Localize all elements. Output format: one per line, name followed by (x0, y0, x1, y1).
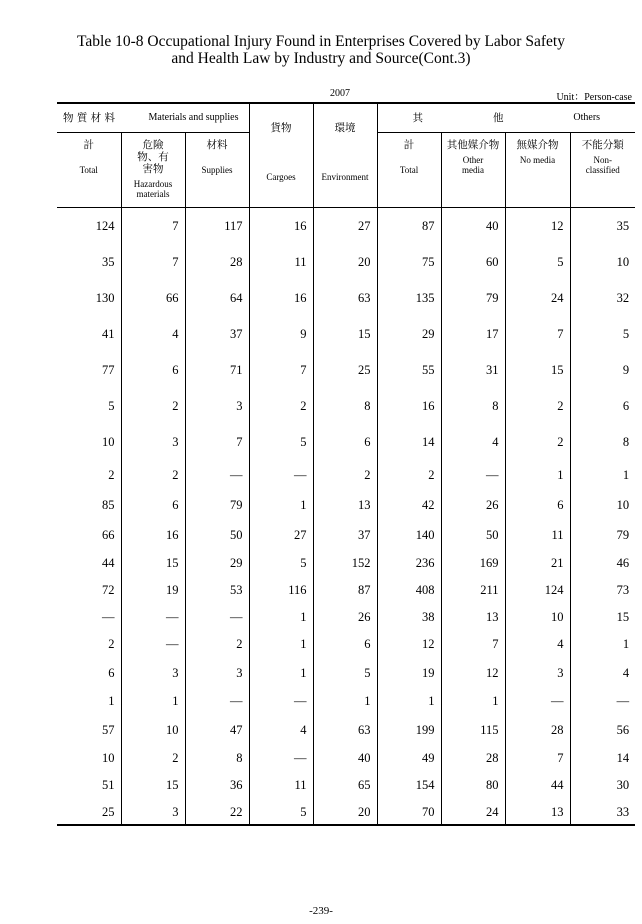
table-cell: 22 (185, 799, 249, 826)
table-cell: 124 (95, 218, 115, 233)
table-row (57, 772, 635, 799)
table-cell: 79 (185, 490, 249, 520)
table-cell: 116 (249, 577, 313, 604)
table-cell: 44 (102, 556, 115, 570)
table-cell: 44 (505, 772, 570, 799)
col-zh: 其他媒介物 (446, 139, 500, 151)
table-cell: 11 (249, 244, 313, 280)
table-cell: 66 (121, 280, 185, 316)
materials-zh: 物 質 材 料 (63, 112, 116, 124)
environment-header (313, 103, 377, 208)
table-cell: 77 (102, 362, 115, 377)
col-hazardous (121, 133, 185, 208)
col-en: Non-classified (585, 155, 620, 175)
table-cell: 11 (505, 520, 570, 550)
table-cell: 42 (377, 490, 441, 520)
table-cell: 14 (377, 424, 441, 460)
table-cell: 2 (121, 745, 185, 772)
table-cell: 56 (570, 715, 635, 745)
table-cell: 2 (313, 460, 377, 490)
table-cell: 79 (570, 520, 635, 550)
table-cell: 6 (313, 631, 377, 658)
table-cell: 87 (377, 208, 441, 245)
table-cell: 33 (570, 799, 635, 826)
table-cell: 154 (377, 772, 441, 799)
table-cell: 5 (505, 244, 570, 280)
table-cell: 5 (249, 550, 313, 577)
table-cell: 41 (102, 326, 115, 341)
col-zh: 計 (83, 139, 94, 151)
table-row (57, 424, 635, 460)
table-cell: 5 (108, 398, 115, 413)
table-row (57, 520, 635, 550)
table-row (57, 280, 635, 316)
table-cell: 63 (313, 280, 377, 316)
table-cell: 2 (121, 460, 185, 490)
table-cell: 3 (185, 388, 249, 424)
table-cell: 4 (441, 424, 505, 460)
table-row (57, 460, 635, 490)
table-cell: 4 (249, 715, 313, 745)
table-cell: 3 (121, 658, 185, 688)
table-row (57, 316, 635, 352)
table-cell: 16 (121, 520, 185, 550)
table-cell: 3 (185, 658, 249, 688)
table-cell: 6 (505, 490, 570, 520)
table-cell: 64 (185, 280, 249, 316)
table-cell: 28 (185, 244, 249, 280)
table-cell: 115 (441, 715, 505, 745)
table-cell: 26 (441, 490, 505, 520)
table-cell: 2 (108, 467, 115, 482)
table-cell: 5 (313, 658, 377, 688)
others-zh-1: 其 (412, 112, 423, 124)
table-cell: 35 (102, 254, 115, 269)
table-cell: 26 (313, 604, 377, 631)
table-cell: — (185, 460, 249, 490)
table-cell: 7 (121, 244, 185, 280)
col-others-total (377, 133, 441, 208)
table-cell: 10 (102, 434, 115, 449)
col-non-classified (570, 133, 635, 208)
table-cell: 2 (377, 460, 441, 490)
table-cell: 29 (185, 550, 249, 577)
table-cell: — (505, 688, 570, 715)
table-row (57, 490, 635, 520)
table-cell: 3 (505, 658, 570, 688)
table-cell: 12 (377, 631, 441, 658)
table-cell: 10 (570, 244, 635, 280)
table-cell: 7 (505, 745, 570, 772)
table-cell: 7 (121, 208, 185, 245)
table-cell: 6 (121, 352, 185, 388)
table-cell: — (249, 688, 313, 715)
table-cell: 8 (570, 424, 635, 460)
table-cell: 20 (313, 799, 377, 826)
table-cell: 4 (505, 631, 570, 658)
table-cell: 24 (505, 280, 570, 316)
table-cell: 1 (505, 460, 570, 490)
table-cell: 27 (313, 208, 377, 245)
table-cell: 31 (441, 352, 505, 388)
environment-zh: 環境 (334, 122, 356, 134)
table-cell: 70 (377, 799, 441, 826)
col-other-media (441, 133, 505, 208)
table-cell: 65 (313, 772, 377, 799)
col-materials-total (57, 133, 121, 208)
table-cell: 50 (441, 520, 505, 550)
table-cell: 1 (313, 688, 377, 715)
table-cell: — (441, 460, 505, 490)
table-cell: 79 (441, 280, 505, 316)
table-cell: 8 (313, 388, 377, 424)
table-cell: 152 (313, 550, 377, 577)
table-cell: 1 (108, 694, 115, 708)
col-en: Total (79, 165, 98, 175)
table-cell: 85 (102, 497, 115, 512)
table-title-line-1: Table 10-8 Occupational Injury Found in Enterprises Covered by Labor Safety (77, 33, 565, 50)
table-cell: 1 (249, 658, 313, 688)
table-cell: 1 (249, 604, 313, 631)
table-row (57, 631, 635, 658)
table-cell: 7 (505, 316, 570, 352)
col-zh: 無媒介物 (516, 139, 559, 151)
table-cell: 38 (377, 604, 441, 631)
table-cell: 8 (441, 388, 505, 424)
table-cell: 6 (570, 388, 635, 424)
table-cell: 37 (185, 316, 249, 352)
environment-en: Environment (321, 172, 369, 182)
table-row (57, 688, 635, 715)
table-cell: 7 (249, 352, 313, 388)
table-cell: 29 (377, 316, 441, 352)
table-row (57, 352, 635, 388)
table-cell: 13 (441, 604, 505, 631)
table-cell: 10 (102, 751, 115, 765)
table-cell: 37 (313, 520, 377, 550)
table-cell: 1 (121, 688, 185, 715)
table-cell: 40 (441, 208, 505, 245)
col-en: Total (399, 165, 419, 175)
table-cell: 72 (102, 583, 115, 597)
table-cell: 1 (570, 460, 635, 490)
table-cell: 71 (185, 352, 249, 388)
table-cell: — (570, 688, 635, 715)
table-cell: 211 (441, 577, 505, 604)
materials-group-header (57, 103, 249, 133)
table-cell: — (102, 610, 115, 624)
table-cell: 35 (570, 208, 635, 245)
table-cell: 17 (441, 316, 505, 352)
table-cell: 12 (505, 208, 570, 245)
table-cell: 51 (102, 778, 115, 792)
table-cell: 15 (121, 772, 185, 799)
col-zh: 計 (403, 139, 415, 151)
table-cell: 1 (441, 688, 505, 715)
table-cell: 2 (249, 388, 313, 424)
table-row (57, 208, 635, 245)
table-cell: 13 (313, 490, 377, 520)
col-en: Supplies (201, 165, 233, 175)
table-row (57, 658, 635, 688)
table-cell: 2 (505, 388, 570, 424)
table-cell: — (249, 745, 313, 772)
table-cell: 24 (441, 799, 505, 826)
table-row (57, 604, 635, 631)
table-cell: 2 (108, 637, 115, 651)
table-cell: 55 (377, 352, 441, 388)
table-cell: 117 (185, 208, 249, 245)
table-cell: — (185, 688, 249, 715)
table-cell: 7 (185, 424, 249, 460)
table-cell: 10 (505, 604, 570, 631)
table-cell: — (121, 604, 185, 631)
table-cell: — (185, 604, 249, 631)
table-cell: 15 (313, 316, 377, 352)
table-cell: 40 (313, 745, 377, 772)
year-label: 2007 (330, 88, 350, 99)
table-cell: 14 (570, 745, 635, 772)
table-cell: 4 (570, 658, 635, 688)
table-cell: 3 (121, 799, 185, 826)
table-cell: 9 (249, 316, 313, 352)
col-zh: 材料 (206, 139, 228, 151)
col-en: No media (519, 155, 556, 165)
page-number: -239- (309, 905, 333, 917)
table-cell: 15 (505, 352, 570, 388)
table-cell: 10 (570, 490, 635, 520)
table-cell: 15 (121, 550, 185, 577)
table-cell: 25 (313, 352, 377, 388)
table-cell: 11 (249, 772, 313, 799)
table-cell: 36 (185, 772, 249, 799)
table-cell: 16 (249, 280, 313, 316)
table-cell: 5 (249, 424, 313, 460)
table-cell: 1 (249, 631, 313, 658)
table-title-line-2: and Health Law by Industry and Source(Cont.3) (171, 50, 471, 67)
table-body (57, 208, 635, 827)
table-cell: 60 (441, 244, 505, 280)
table-cell: 13 (505, 799, 570, 826)
table-cell: 87 (313, 577, 377, 604)
data-table (57, 102, 635, 826)
table-cell: 10 (121, 715, 185, 745)
table-cell: 6 (108, 665, 115, 680)
table-cell: 16 (377, 388, 441, 424)
table-cell: 12 (441, 658, 505, 688)
col-en: Hazardous materials (133, 179, 173, 199)
table-cell: 75 (377, 244, 441, 280)
table-cell: 50 (185, 520, 249, 550)
table-row (57, 745, 635, 772)
table-cell: 25 (102, 805, 115, 819)
col-zh: 不能分類 (581, 139, 624, 151)
table-cell: 135 (377, 280, 441, 316)
table-cell: — (121, 631, 185, 658)
cargoes-en: Cargoes (266, 172, 296, 182)
table-cell: 5 (249, 799, 313, 826)
table-cell: 53 (185, 577, 249, 604)
materials-en: Materials and supplies (148, 112, 239, 123)
table-cell: 2 (505, 424, 570, 460)
table-cell: 1 (570, 631, 635, 658)
table-cell: 80 (441, 772, 505, 799)
table-cell: 21 (505, 550, 570, 577)
table-cell: 236 (377, 550, 441, 577)
table-cell: 63 (313, 715, 377, 745)
table-cell: 28 (441, 745, 505, 772)
table-cell: 16 (249, 208, 313, 245)
table-cell: 7 (441, 631, 505, 658)
table-cell: 49 (377, 745, 441, 772)
table-row (57, 550, 635, 577)
table-cell: 73 (570, 577, 635, 604)
table-cell: 8 (185, 745, 249, 772)
table-cell: 124 (505, 577, 570, 604)
table-cell: 169 (441, 550, 505, 577)
table-cell: 199 (377, 715, 441, 745)
table-cell: 20 (313, 244, 377, 280)
table-cell: 408 (377, 577, 441, 604)
table-cell: 32 (570, 280, 635, 316)
unit-label: Unit：Person-case (556, 92, 632, 103)
others-en: Others (573, 112, 601, 123)
col-en: Other media (462, 155, 485, 175)
table-cell: 15 (570, 604, 635, 631)
table-row (57, 244, 635, 280)
table-cell: 30 (570, 772, 635, 799)
table-cell: 28 (505, 715, 570, 745)
table-cell: 130 (95, 290, 115, 305)
col-no-media (505, 133, 570, 208)
col-supplies (185, 133, 249, 208)
table-cell: 4 (121, 316, 185, 352)
table-cell: 47 (185, 715, 249, 745)
others-zh-2: 他 (492, 112, 504, 124)
table-cell: 27 (249, 520, 313, 550)
table-row (57, 799, 635, 826)
table-row (57, 388, 635, 424)
table-cell: 19 (377, 658, 441, 688)
table-cell: 140 (377, 520, 441, 550)
table-cell: 3 (121, 424, 185, 460)
col-zh: 危險物、有害物 (137, 139, 169, 175)
table-cell: — (249, 460, 313, 490)
table-cell: 5 (570, 316, 635, 352)
table-row (57, 577, 635, 604)
table-cell: 46 (570, 550, 635, 577)
table-cell: 9 (570, 352, 635, 388)
table-cell: 1 (377, 688, 441, 715)
table-cell: 1 (249, 490, 313, 520)
table-cell: 19 (121, 577, 185, 604)
table-cell: 6 (121, 490, 185, 520)
table-cell: 2 (121, 388, 185, 424)
cargoes-zh: 貨物 (270, 122, 292, 134)
table-row (57, 715, 635, 745)
table-cell: 6 (313, 424, 377, 460)
table-cell: 57 (102, 722, 115, 737)
table-cell: 2 (185, 631, 249, 658)
cargoes-header (249, 103, 313, 208)
others-group-header (377, 103, 635, 133)
bottom-rule (57, 824, 635, 826)
table-cell: 66 (102, 527, 115, 542)
